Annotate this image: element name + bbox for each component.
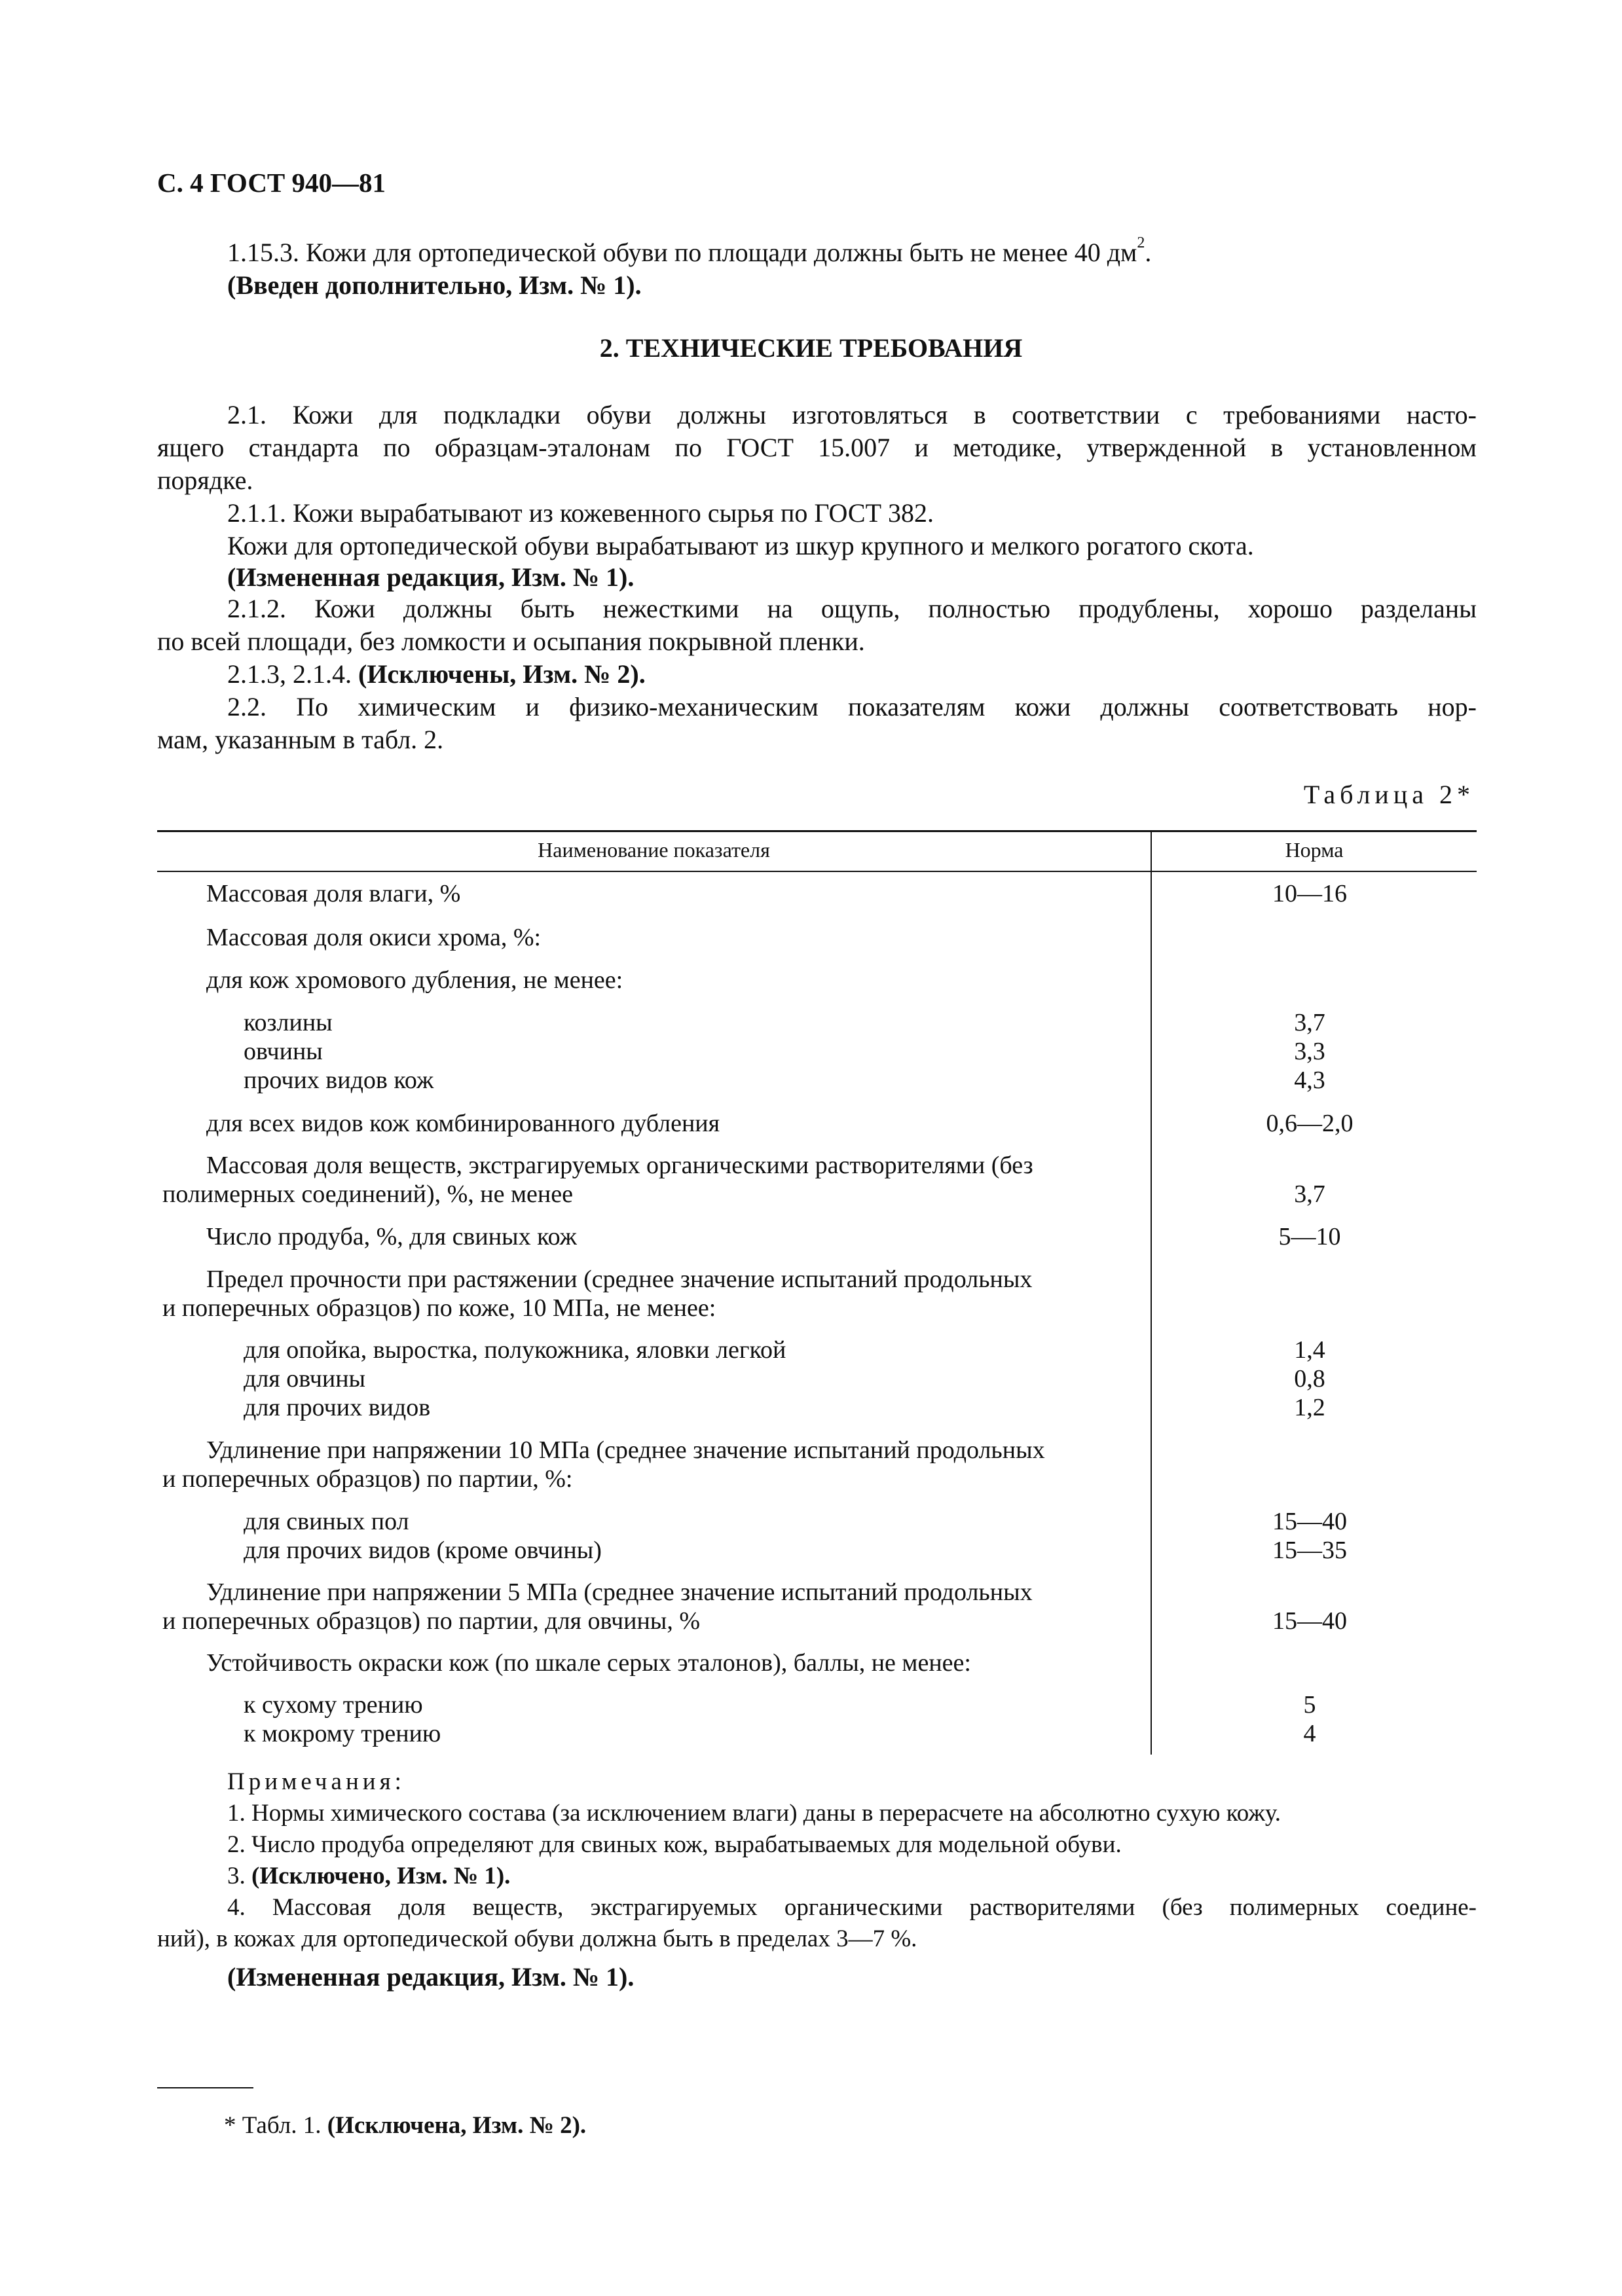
paragraph-2-1-line1: 2.1. Кожи для подкладки обуви должны изготовляться в соответствии с требованиями насто- — [227, 400, 1477, 429]
table-row-norm: 4,3 — [1294, 1066, 1325, 1094]
table-row-name: к сухому трению — [244, 1691, 423, 1719]
table-row-name: и поперечных образцов) по партии, для овчины, % — [162, 1607, 700, 1635]
table-column-divider — [1151, 830, 1152, 1755]
table-header-norm: Норма — [1285, 838, 1344, 862]
paragraph-2-1-1: 2.1.1. Кожи вырабатывают из кожевенного сырья по ГОСТ 382. — [227, 498, 934, 528]
amendment-note: (Исключена, Изм. № 2). — [327, 2112, 587, 2139]
section-title: 2. ТЕХНИЧЕСКИЕ ТРЕБОВАНИЯ — [599, 333, 1023, 363]
table-row-name: и поперечных образцов) по коже, 10 МПа, не менее: — [162, 1294, 716, 1322]
table-row-norm: 3,3 — [1294, 1038, 1325, 1065]
paragraph-2-2-line2: мам, указанным в табл. 2. — [157, 725, 444, 754]
note-1: 1. Нормы химического состава (за исключением влаги) даны в перерасчете на абсолютно сухую кожу. — [227, 1800, 1281, 1827]
table-row-norm: 4 — [1303, 1720, 1316, 1747]
table-row-name: для прочих видов (кроме овчины) — [244, 1537, 602, 1564]
table-row-norm: 15—40 — [1272, 1607, 1347, 1635]
table-row-norm: 0,6—2,0 — [1266, 1110, 1354, 1137]
table-row-name: Устойчивость окраски кож (по шкале серых эталонов), баллы, не менее: — [206, 1649, 971, 1677]
paragraph-tail: . — [1145, 238, 1152, 267]
amendment-note: (Измененная редакция, Изм. № 1). — [227, 562, 635, 592]
table-label: Таблица 2* — [1303, 780, 1475, 809]
paragraph-text: 1.15.3. Кожи для ортопедической обуви по площади должны быть не менее 40 дм — [227, 238, 1137, 267]
footnote-prefix: * Табл. 1. — [224, 2112, 322, 2139]
table-row-name: для опойка, выростка, полукожника, яловки легкой — [244, 1336, 786, 1364]
footnote-rule — [157, 2087, 253, 2088]
table-row-name: Удлинение при напряжении 5 МПа (среднее значение испытаний продольных — [206, 1578, 1033, 1606]
table-row-name: овчины — [244, 1038, 323, 1065]
paragraph-2-1-1-b: Кожи для ортопедической обуви вырабатывают из шкур крупного и мелкого рогатого скота. — [227, 531, 1254, 560]
table-row-norm: 1,2 — [1294, 1394, 1325, 1421]
paragraph-1-15-3 — [227, 234, 1152, 268]
table-row-name: полимерных соединений), %, не менее — [162, 1180, 573, 1208]
amendment-note: (Введен дополнительно, Изм. № 1). — [227, 270, 642, 300]
note-2: 2. Число продуба определяют для свиных кож, вырабатываемых для модельной обуви. — [227, 1831, 1122, 1858]
table-row-norm: 3,7 — [1294, 1180, 1325, 1208]
table-row-name: для свиных пол — [244, 1508, 409, 1535]
table-row-norm: 15—35 — [1272, 1537, 1347, 1564]
table-row-norm: 10—16 — [1272, 880, 1347, 907]
table-row-name: Массовая доля окиси хрома, %: — [206, 924, 542, 951]
table-row-norm: 5 — [1303, 1691, 1316, 1719]
paragraph-2-1-2-line2: по всей площади, без ломкости и осыпания покрывной пленки. — [157, 627, 865, 656]
table-row-name: для прочих видов — [244, 1394, 431, 1421]
paragraph-prefix: 2.1.3, 2.1.4. — [227, 659, 352, 689]
table-top-rule — [157, 830, 1477, 832]
table-row-name: Массовая доля веществ, экстрагируемых органическими растворителями (без — [206, 1152, 1033, 1179]
table-row-norm: 15—40 — [1272, 1508, 1347, 1535]
table-row-norm: 0,8 — [1294, 1365, 1325, 1393]
paragraph-2-2-line1: 2.2. По химическим и физико-механическим показателям кожи должны соответствовать нор- — [227, 692, 1477, 721]
table-row-name: для овчины — [244, 1365, 366, 1393]
note-prefix: 3. — [227, 1863, 246, 1889]
table-row-name: прочих видов кож — [244, 1066, 434, 1094]
table-header-rule — [157, 871, 1477, 872]
table-row-name: и поперечных образцов) по партии, %: — [162, 1465, 573, 1493]
note-4-line1: 4. Массовая доля веществ, экстрагируемых органическими растворителями (без полимерных соедине- — [227, 1894, 1477, 1921]
table-header-name: Наименование показателя — [538, 838, 770, 862]
paragraph-2-1-2-line1: 2.1.2. Кожи должны быть нежесткими на ощупь, полностью продублены, хорошо разделаны — [227, 594, 1477, 623]
table-row-norm: 1,4 — [1294, 1336, 1325, 1364]
table-row-name: для кож хромового дубления, не менее: — [206, 966, 623, 994]
table-row-name: Массовая доля влаги, % — [206, 880, 461, 907]
page-header: С. 4 ГОСТ 940—81 — [157, 168, 386, 198]
amendment-note: (Измененная редакция, Изм. № 1). — [227, 1962, 635, 1992]
footnote — [224, 2111, 586, 2140]
amendment-note: (Исключены, Изм. № 2). — [358, 659, 646, 689]
paragraph-2-1-line3: порядке. — [157, 465, 253, 495]
table-row-name: для всех видов кож комбинированного дубления — [206, 1110, 720, 1137]
table-row-name: к мокрому трению — [244, 1720, 441, 1747]
table-row-name: козлины — [244, 1009, 333, 1036]
paragraph-2-1-line2: ящего стандарта по образцам-эталонам по ГОСТ 15.007 и методике, утвержденной в установленном — [157, 433, 1477, 462]
paragraph-2-1-3 — [227, 659, 646, 689]
superscript: 2 — [1137, 234, 1145, 251]
table-row-norm: 3,7 — [1294, 1009, 1325, 1036]
table-row-name: Предел прочности при растяжении (среднее значение испытаний продольных — [206, 1266, 1033, 1293]
note-4-line2: ний), в кожах для ортопедической обуви должна быть в пределах 3—7 %. — [157, 1925, 917, 1952]
table-row-norm: 5—10 — [1278, 1223, 1341, 1250]
notes-title: Примечания: — [227, 1768, 405, 1795]
table-row-name: Удлинение при напряжении 10 МПа (среднее значение испытаний продольных — [206, 1436, 1045, 1464]
table-row-name: Число продуба, %, для свиных кож — [206, 1223, 577, 1250]
amendment-note: (Исключено, Изм. № 1). — [251, 1863, 511, 1889]
note-3 — [227, 1862, 510, 1890]
